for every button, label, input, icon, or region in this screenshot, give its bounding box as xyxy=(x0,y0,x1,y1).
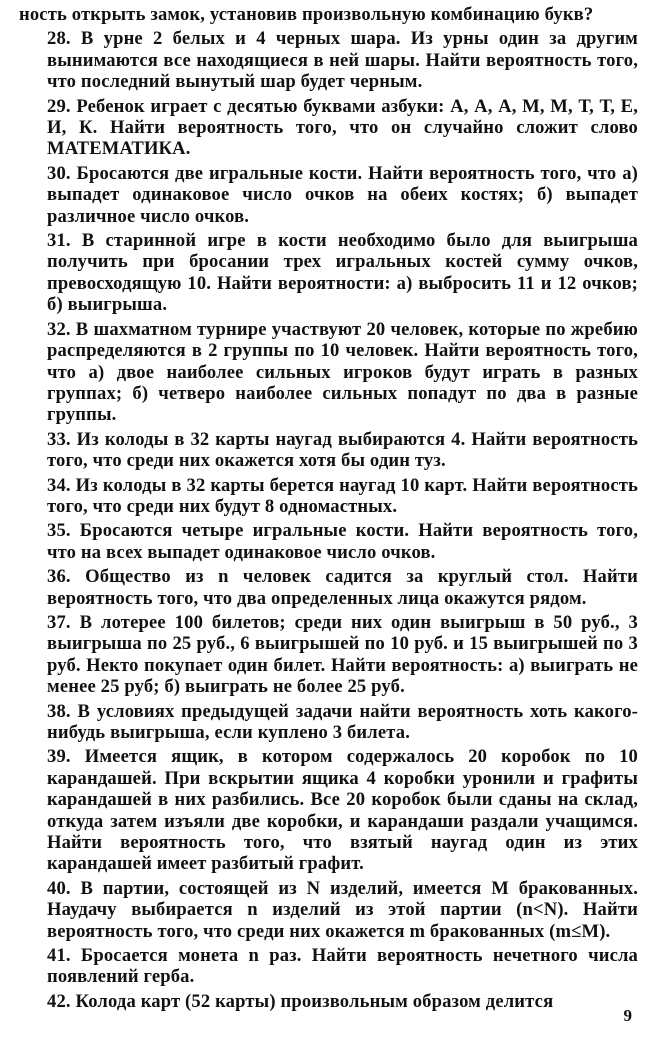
problem-number: 29. xyxy=(47,95,71,117)
problem-33 xyxy=(19,429,638,472)
problem-text: В партии, состоящей из N изделий, имеется M бракованных. Наудачу выбирается n изделий из этой партии (n<N). Найти вероятность того, что среди них окажется m бракованных (m≤M). xyxy=(47,877,638,942)
problem-number: 33. xyxy=(47,428,71,450)
problem-number: 28. xyxy=(47,28,71,50)
problem-text: Имеется ящик, в котором содержалось 20 коробок по 10 карандашей. При вскрытии ящика 4 коробки уронили и графиты карандашей в них разбились. Все 20 коробок были сданы на склад, откуда затем изъяли две коробки, и карандаши раздали учащимся. Найти вероятность того, что взятый наугад один из этих карандашей имеет разбитый графит. xyxy=(47,746,638,875)
problem-31 xyxy=(19,230,638,316)
problem-text: Из колоды в 32 карты берется наугад 10 карт. Найти вероятность того, что среди них будут 8 одномастных. xyxy=(47,474,638,517)
problem-text: Из колоды в 32 карты наугад выбираются 4. Найти вероятность того, что среди них окажется хотя бы один туз. xyxy=(47,428,638,472)
problem-number: 38. xyxy=(47,700,71,722)
problem-29 xyxy=(19,96,638,160)
problem-text: Ребенок играет с десятью буквами азбуки: А, А, А, М, М, Т, Т, Е, И, К. Найти вероятность того, что он случайно сложит слово МАТЕМАТИКА. xyxy=(47,95,638,160)
problem-text: В старинной игре в кости необходимо было для выигрыша получить при бросании трех игральных костей сумму очков, превосходящую 10. Найти вероятности: а) выбросить 11 и 12 очков; б) выигрыша. xyxy=(47,230,638,316)
problem-number: 36. xyxy=(47,566,71,588)
problem-number: 34. xyxy=(47,474,71,496)
problem-number: 31. xyxy=(47,230,71,252)
problem-text: Бросаются четыре игральные кости. Найти вероятность того, что на всех выпадет одинаковое число очков. xyxy=(47,520,638,563)
paragraph-continuation xyxy=(19,4,638,25)
problem-text: В шахматном турнире участвуют 20 человек, которые по жребию распределяются в 2 группы по 10 человек. Найти вероятность того, что а) двое наиболее сильных игроков будут играть в разных группах; б) четверо наиболее сильных попадут по два в разные группы. xyxy=(47,318,638,426)
problem-32 xyxy=(19,319,638,426)
problem-42 xyxy=(19,991,638,1012)
problem-38 xyxy=(19,701,638,744)
paragraph-text: ность открыть замок, установив произвольную комбинацию букв? xyxy=(19,4,594,25)
problem-number: 39. xyxy=(47,746,71,768)
problem-number: 37. xyxy=(47,611,71,633)
problem-number: 42. xyxy=(47,990,71,1012)
problem-30 xyxy=(19,163,638,227)
problem-text: Колода карт (52 карты) произвольным образом делится xyxy=(70,990,554,1012)
problem-39 xyxy=(19,746,638,874)
problem-text: Бросаются две игральные кости. Найти вероятность того, что а) выпадет одинаковое число очков на обеих костях; б) выпадет различное число очков. xyxy=(47,162,638,227)
problem-text: В урне 2 белых и 4 черных шара. Из урны один за другим вынимаются все находящиеся в ней шары. Найти вероятность того, что последний вынутый шар будет черным. xyxy=(47,28,638,93)
problem-number: 32. xyxy=(47,318,71,340)
problem-41 xyxy=(19,945,638,988)
problem-36 xyxy=(19,566,638,609)
problem-text: В лотерее 100 билетов; среди них один выигрыш в 50 руб., 3 выигрыша по 25 руб., 6 выигрышей по 10 руб. и 15 выигрышей по 3 руб. Некто покупает один билет. Найти вероятность: а) выиграть не менее 25 руб; б) выиграть не более 25 руб. xyxy=(47,611,638,698)
problem-text: Бросается монета n раз. Найти вероятность нечетного числа появлений герба. xyxy=(47,945,638,988)
page-number: 9 xyxy=(623,1006,632,1025)
problem-40 xyxy=(19,878,638,942)
problem-number: 40. xyxy=(47,877,71,899)
problem-37 xyxy=(19,612,638,698)
problem-number: 30. xyxy=(47,162,71,184)
problem-text: Общество из n человек садится за круглый стол. Найти вероятность того, что два определенных лица окажутся рядом. xyxy=(47,566,638,609)
problem-35 xyxy=(19,520,638,563)
problem-number: 35. xyxy=(47,520,71,542)
problem-34 xyxy=(19,475,638,518)
problem-28 xyxy=(19,28,638,92)
problem-text: В условиях предыдущей задачи найти вероятность хоть какого-нибудь выигрыша, если куплено 3 билета. xyxy=(47,700,638,743)
problem-number: 41. xyxy=(47,945,71,967)
